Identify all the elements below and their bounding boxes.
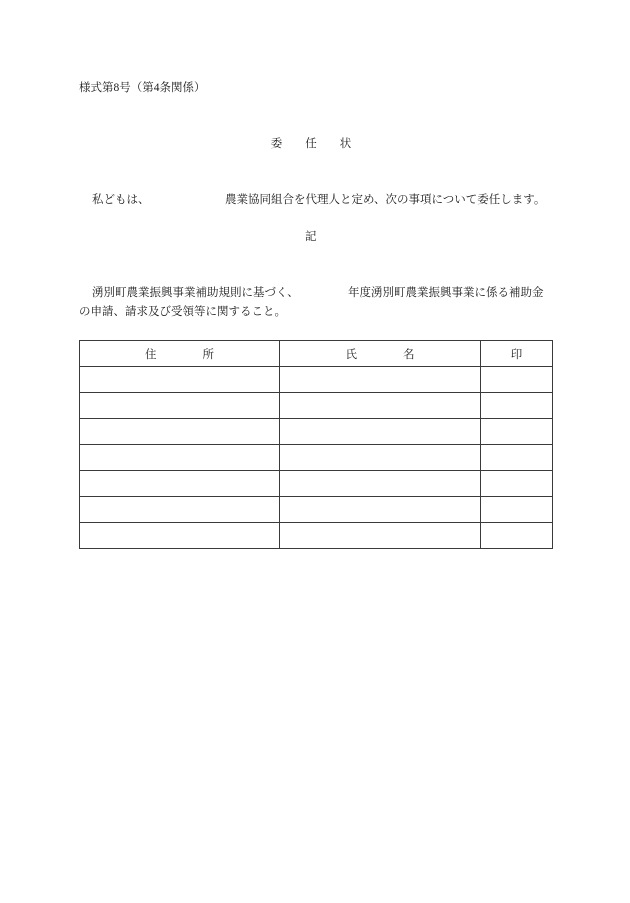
address-cell xyxy=(80,445,280,471)
name-cell xyxy=(280,471,481,497)
statement-after-blank: 農業協同組合を代理人と定め、次の事項について委任します。 xyxy=(225,194,546,206)
address-cell xyxy=(80,393,280,419)
column-header-address: 住 所 xyxy=(80,341,280,367)
name-cell xyxy=(280,497,481,523)
seal-cell xyxy=(481,419,553,445)
seal-cell xyxy=(481,471,553,497)
address-cell xyxy=(80,497,280,523)
name-cell xyxy=(280,523,481,549)
column-header-name: 氏 名 xyxy=(280,341,481,367)
table-row xyxy=(80,471,553,497)
name-cell xyxy=(280,393,481,419)
table-header-row xyxy=(80,341,553,367)
document-title: 委 任 状 xyxy=(270,138,352,150)
table-row xyxy=(80,393,553,419)
name-cell xyxy=(280,367,481,393)
address-cell xyxy=(80,367,280,393)
table-row xyxy=(80,523,553,549)
name-cell xyxy=(280,445,481,471)
fiscal-year-blank xyxy=(300,285,344,301)
column-header-seal: 印 xyxy=(481,341,553,367)
table-row xyxy=(80,497,553,523)
address-cell xyxy=(80,523,280,549)
table-row xyxy=(80,419,553,445)
document-title-wrapper xyxy=(0,136,630,152)
matter-line1-before-blank: 湧別町農業振興事業補助規則に基づく、 xyxy=(92,287,299,299)
member-table xyxy=(79,340,553,549)
matter-line2: の申請、請求及び受領等に関すること。 xyxy=(79,306,286,318)
form-number: 様式第8号（第4条関係） xyxy=(79,82,206,94)
cooperative-name-blank xyxy=(150,192,222,208)
address-cell xyxy=(80,471,280,497)
seal-cell xyxy=(481,367,553,393)
table-row xyxy=(80,367,553,393)
address-cell xyxy=(80,419,280,445)
statement-before-blank: 私どもは、 xyxy=(92,194,150,206)
matter-line1-after-blank: 年度湧別町農業振興事業に係る補助金 xyxy=(348,287,544,299)
note-mark: 記 xyxy=(305,231,317,243)
seal-cell xyxy=(481,523,553,549)
table-row xyxy=(80,445,553,471)
seal-cell xyxy=(481,445,553,471)
member-table-body xyxy=(80,367,553,549)
name-cell xyxy=(280,419,481,445)
seal-cell xyxy=(481,393,553,419)
seal-cell xyxy=(481,497,553,523)
